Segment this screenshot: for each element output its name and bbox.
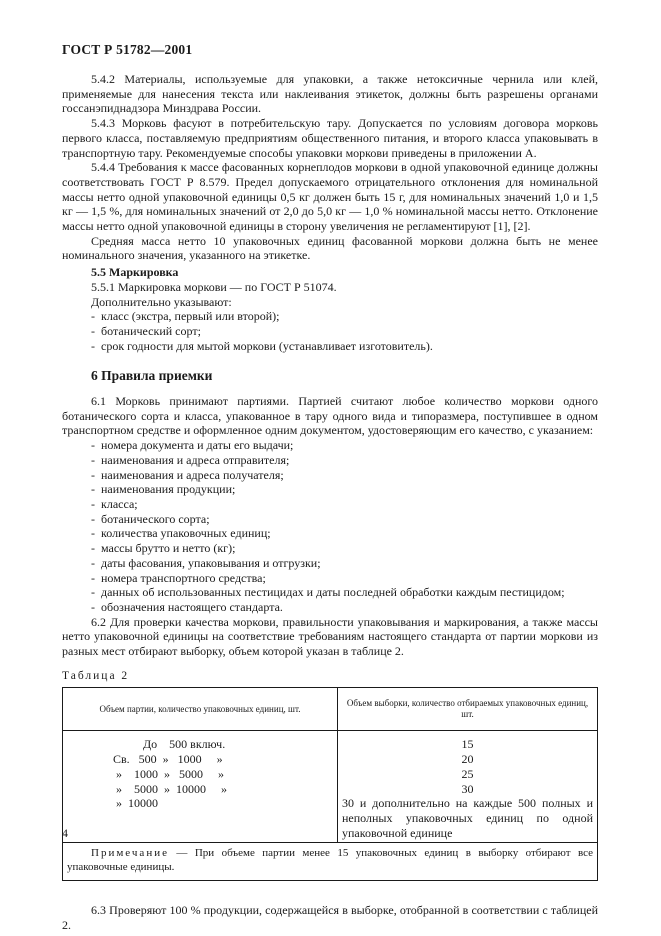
document-requirements-list [62,438,598,614]
note-text: — При объеме партии менее 15 упаковочных единиц в выборку отбирают все упаковочные единицы. [67,847,593,873]
paragraph-6-3: 6.3 Проверяют 100 % продукции, содержащейся в выборке, отобранной в соответствии с таблицей 2. [62,903,598,933]
table-header-row [63,688,598,731]
table-note [63,843,598,881]
list-item: - номера документа и даты его выдачи; [91,438,598,453]
section-6-title: 6 Правила приемки [91,368,213,384]
list-item: - наименования и адреса получателя; [91,468,598,483]
sample-size-value: 25 [461,766,474,781]
lot-size-value: » 10000 [113,796,158,811]
column-header-lot-size: Объем партии, количество упаковочных единиц, шт. [63,688,338,731]
page-header: ГОСТ Р 51782—2001 [62,42,193,57]
paragraph-5-4-4: 5.4.4 Требования к массе фасованных корнеплодов моркови в одной упаковочной единице должны соответствовать ГОСТ Р 8.579. Предел допускаемого отрицательного отклонения для номинальной массы нетто одной упаковочной единицы 0,5 кг должен быть 15 г, для номинальных значений 1,0 и 1,5 кг — 1,5 %, для номинальных значений от 2,0 до 5,0 кг — 1,0 % номинальной массы нетто. Отклонение массы нетто одной упаковочной единицы в сторону увеличения не регламентируют [1], [2]. [62,160,598,234]
table-row [63,731,598,843]
marking-list [62,309,598,353]
sample-size-value: 30 и дополнительно на каждые 500 полных и неполных упаковочных единиц по одной упаковочной единице [342,796,593,840]
paragraph-5-5-1-intro: Дополнительно указывают: [91,294,232,309]
lot-size-value: » 1000 » 5000 » [113,766,224,781]
list-item: - количества упаковочных единиц; [91,526,598,541]
column-header-sample-size: Объем выборки, количество отбираемых упаковочных единиц, шт. [338,688,598,731]
paragraph-5-4-3: 5.4.3 Морковь фасуют в потребительскую тару. Допускается по условиям договора морковь первого класса, поставляемую предприятиям общественного питания, и второго класса упаковывать в транспортную тару. Рекомендуемые способы упаковки моркови приведены в приложении А. [62,116,598,160]
list-item: - данных об использованных пестицидах и даты последней обработки каждым пестицидом; [91,585,598,600]
table-caption: Таблица 2 [62,669,130,682]
list-item: - наименования и адреса отправителя; [91,453,598,468]
table-note-row [63,843,598,881]
paragraph-5-5-1: 5.5.1 Маркировка моркови — по ГОСТ Р 51074. [91,279,337,294]
lot-size-value: До 500 включ. [113,737,226,752]
lot-size-cell [63,731,338,843]
list-item: - наименования продукции; [91,482,598,497]
list-item: - даты фасования, упаковывания и отгрузки; [91,556,598,571]
page-content [62,72,598,933]
list-item: - массы брутто и нетто (кг); [91,541,598,556]
lot-size-value: Св. 500 » 1000 » [113,752,223,767]
list-item: - ботанического сорта; [91,512,598,527]
sample-size-value: 15 [461,737,474,752]
section-5-5-title: 5.5 Маркировка [91,265,179,280]
paragraph-5-4-4-cont: Средняя масса нетто 10 упаковочных единиц фасованной моркови должна быть не менее номинального значения, указанного на этикетке. [62,233,598,263]
paragraph-6-2: 6.2 Для проверки качества моркови, правильности упаковывания и маркирования, а также массы нетто упаковочной единицы на соответствие требованиям настоящего стандарта от партии моркови из разных мест отбирают выборку, объем которой указан в таблице 2. [62,614,598,659]
list-item: - класса; [91,497,598,512]
list-item: - номера транспортного средства; [91,571,598,586]
paragraph-6-1: 6.1 Морковь принимают партиями. Партией считают любое количество моркови одного ботанического сорта и класса, упакованное в тару одного вида и типоразмера, поступившее в одном транспортном средстве и оформленное одним документом, удостоверяющим его качество, с указанием: [62,394,598,438]
list-item: - обозначения настоящего стандарта. [91,600,598,615]
sample-size-table [62,687,598,881]
page-number: 4 [62,826,68,840]
paragraph-5-4-2: 5.4.2 Материалы, используемые для упаковки, а также нетоксичные чернила или клей, применяемые для нанесения текста или наклеивания этикеток, должны быть разрешены органами госсанэпиднадзора Минздрава России. [62,72,598,116]
note-label: Примечание [91,847,169,860]
lot-size-value: » 5000 » 10000 » [113,781,227,796]
sample-size-value: 30 [461,781,474,796]
sample-size-value: 20 [461,752,474,767]
list-item: - срок годности для мытой моркови (устанавливает изготовитель). [91,339,598,354]
list-item: - класс (экстра, первый или второй); [91,309,598,324]
list-item: - ботанический сорт; [91,324,598,339]
sample-size-cell [338,731,598,843]
